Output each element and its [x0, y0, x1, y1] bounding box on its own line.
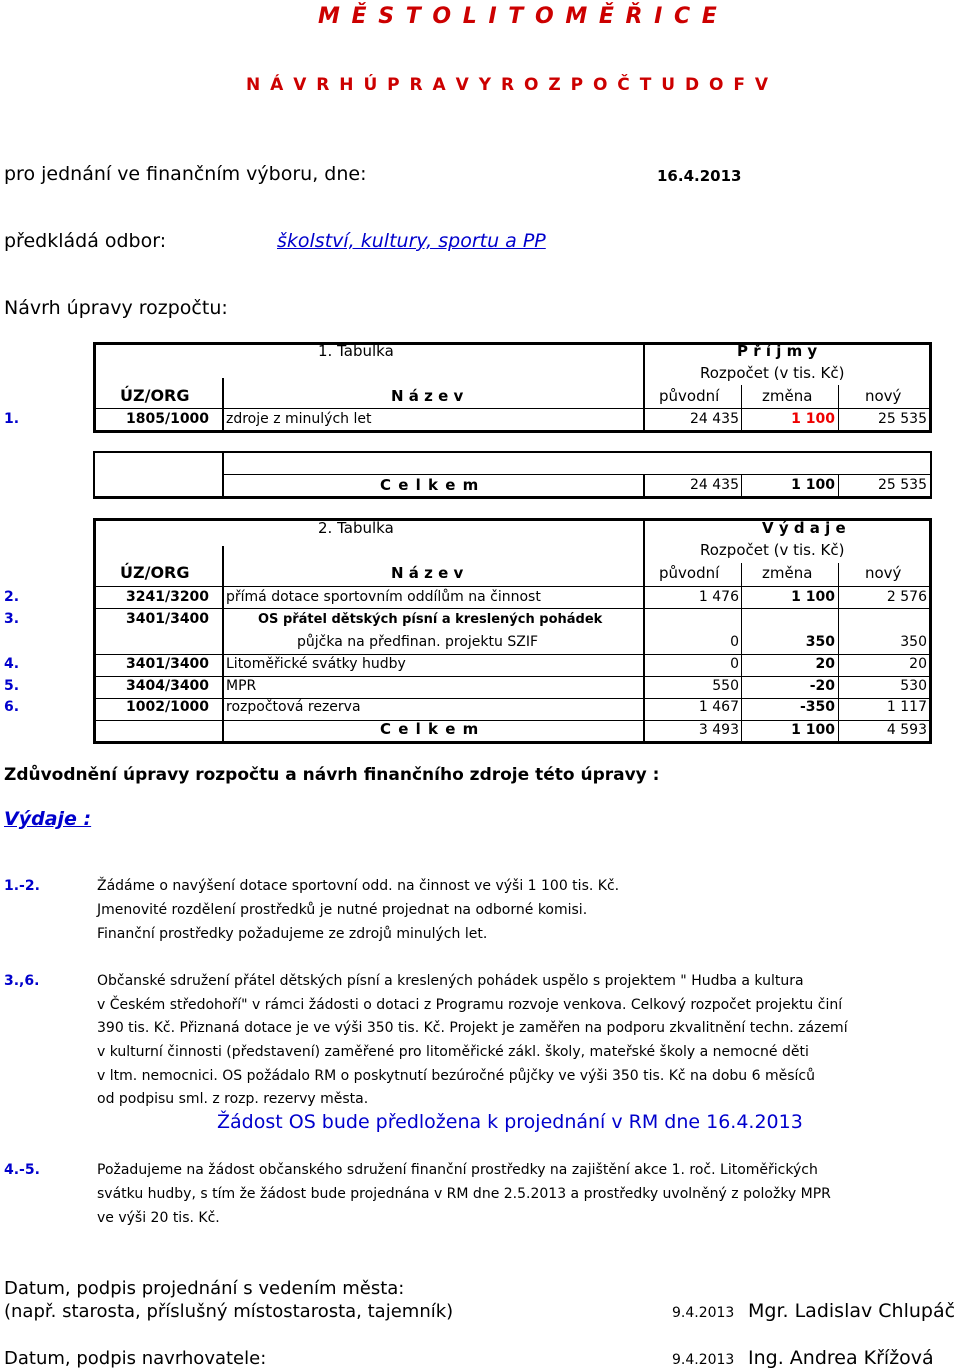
table2-col-uz: ÚZ/ORG [120, 563, 190, 582]
meeting-date: 16.4.2013 [657, 167, 742, 185]
table2-col-name: N á z e v [391, 564, 464, 582]
justification-heading: Zdůvodnění úpravy rozpočtu a návrh finančního zdroje této úpravy : [4, 765, 660, 785]
table1-col-orig: původní [659, 387, 720, 405]
table1-section: P ř í j m y [737, 342, 818, 360]
table1-budget-label: Rozpočet (v tis. Kč) [700, 364, 845, 382]
document-subtitle: N Á V R H Ú P R A V Y R O Z P O Č T U D O F V [246, 75, 769, 95]
table2-col-orig: původní [659, 564, 720, 582]
table1-total-orig: 24 435 [690, 477, 739, 493]
document-title: M Ě S T O L I T O M Ě Ř I C E [318, 4, 719, 29]
table1-col-uz: ÚZ/ORG [120, 386, 190, 405]
signature-line-management: Datum, podpis projednání s vedením města: [4, 1278, 405, 1299]
table1-total-label: C e l k e m [380, 476, 480, 494]
signature-name-1: Mgr. Ladislav Chlupáč [748, 1300, 956, 1322]
signature-name-2: Ing. Andrea Křížová [748, 1347, 934, 1369]
table1-total-new: 25 535 [878, 477, 927, 493]
table2-col-change: změna [762, 564, 813, 582]
table2-col-new: nový [865, 564, 902, 582]
table2-section: V ý d a j e [762, 519, 846, 537]
signature-date-2: 9.4.2013 [672, 1352, 735, 1368]
council-note: Žádost OS bude předložena k projednání v RM dne 16.4.2013 [217, 1111, 803, 1133]
table1-total-change: 1 100 [791, 477, 835, 493]
table2-caption: 2. Tabulka [318, 519, 394, 537]
dept-value: školství, kultury, sportu a PP [277, 230, 546, 252]
table1-col-change: změna [762, 387, 813, 405]
table2-total-label: C e l k e m [380, 720, 480, 738]
signature-line-proposer: Datum, podpis navrhovatele: [4, 1348, 267, 1369]
table1-col-name: N á z e v [391, 387, 464, 405]
table2-total-change: 1 100 [791, 722, 835, 738]
signature-line-roles: (např. starosta, příslušný místostarosta, tajemník) [4, 1301, 454, 1322]
table2-budget-label: Rozpočet (v tis. Kč) [700, 541, 845, 559]
signature-date-1: 9.4.2013 [672, 1305, 735, 1321]
table2-total-new: 4 593 [886, 722, 927, 738]
table1-caption: 1. Tabulka [318, 342, 394, 360]
dept-label: předkládá odbor: [4, 230, 167, 252]
expenses-label: Výdaje : [4, 808, 92, 830]
table1-col-new: nový [865, 387, 902, 405]
proposal-label: Návrh úpravy rozpočtu: [4, 297, 228, 319]
meeting-label: pro jednání ve finančním výboru, dne: [4, 163, 367, 185]
table2-total-orig: 3 493 [698, 722, 739, 738]
